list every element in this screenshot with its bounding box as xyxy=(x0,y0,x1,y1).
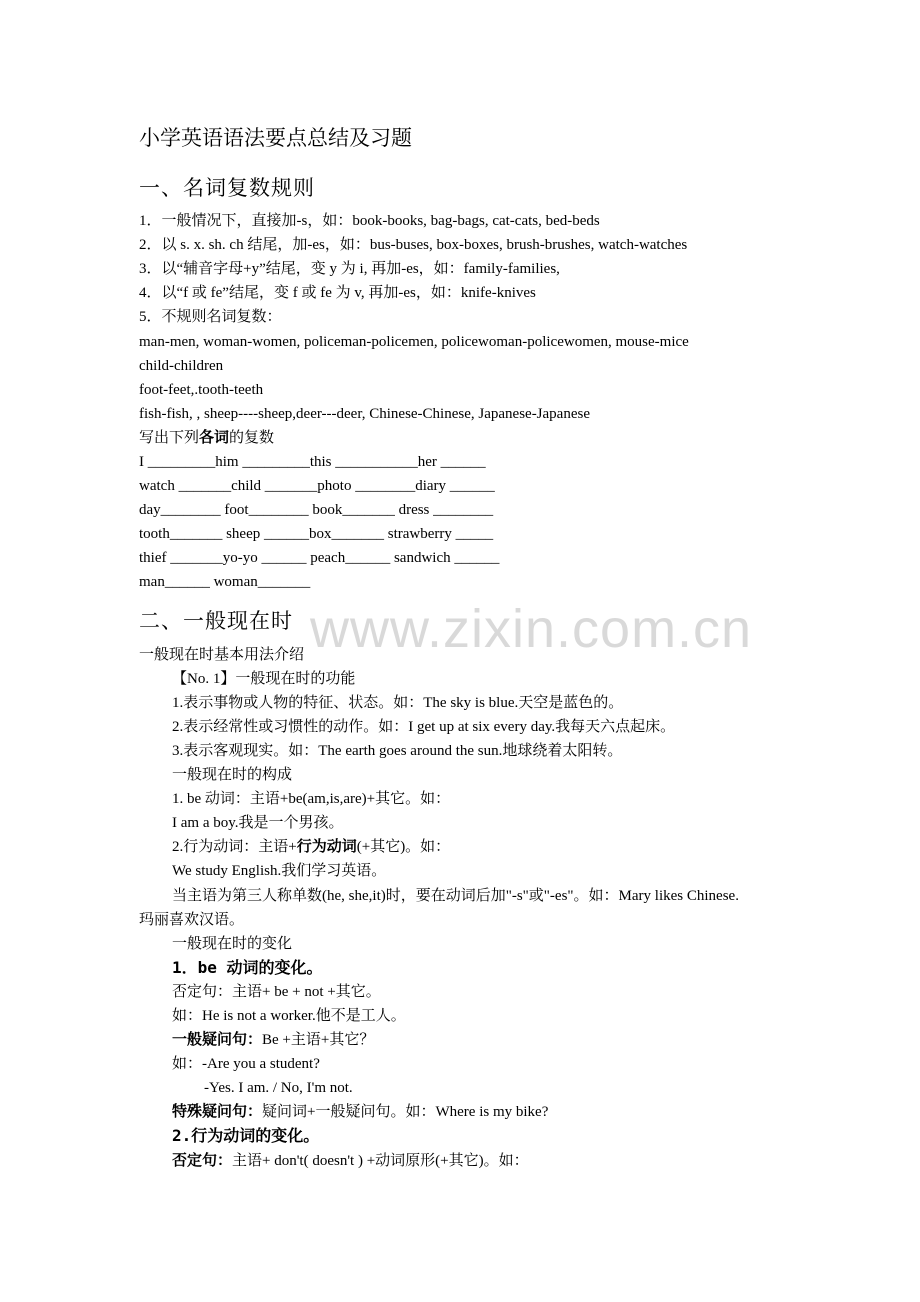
be-change-heading: 1．be 动词的变化。 xyxy=(172,958,323,977)
third-person-rule-continued: 玛丽喜欢汉语。 xyxy=(139,912,245,928)
general-question xyxy=(172,1030,374,1050)
be-negative: 否定句：主语+ be + not +其它。 xyxy=(172,984,381,1000)
exercise-instruction-bold: 各词 xyxy=(199,430,230,446)
exercise-line: tooth_______ sheep ______box_______ strawberry _____ xyxy=(139,526,494,542)
change-title: 一般现在时的变化 xyxy=(172,936,293,952)
verb-change-heading: 2.行为动词的变化。 xyxy=(172,1126,320,1145)
function-line: 1.表示事物或人物的特征、状态。如：The sky is blue.天空是蓝色的。 xyxy=(172,695,624,711)
special-question-label: 特殊疑问句： xyxy=(172,1104,263,1120)
rule-line: 4．以“f 或 fe”结尾，变 f 或 fe 为 v, 再加-es，如：knife-knives xyxy=(139,285,536,301)
verb-example: We study English.我们学习英语。 xyxy=(172,863,387,879)
exercise-line: day________ foot________ book_______ dress ________ xyxy=(139,502,494,518)
section-heading-simple-present: 二、一般现在时 xyxy=(139,609,293,633)
third-person-rule: 当主语为第三人称单数(he, she,it)时，要在动词后加"-s"或"-es"。如：Mary likes Chinese. xyxy=(172,888,739,904)
irregular-line: man-men, woman-women, policeman-policemen, policewoman-policewomen, mouse-mice xyxy=(139,334,689,350)
function-line: 2.表示经常性或习惯性的动作。如：I get up at six every day.我每天六点起床。 xyxy=(172,719,676,735)
be-rule: 1. be 动词：主语+be(am,is,are)+其它。如： xyxy=(172,791,451,807)
section-heading-plural-nouns: 一、名词复数规则 xyxy=(139,176,315,200)
verb-negative-rule: 主语+ don't( doesn't ) +动词原形(+其它)。如： xyxy=(232,1153,529,1169)
watermark: www.zixin.com.cn xyxy=(310,599,753,659)
exercise-instruction-suffix: 的复数 xyxy=(229,430,275,446)
document-title: 小学英语语法要点总结及习题 xyxy=(139,126,412,150)
irregular-line: child-children xyxy=(139,358,224,374)
irregular-line: fish-fish, , sheep----sheep,deer---deer, Chinese-Chinese, Japanese-Japanese xyxy=(139,406,590,422)
section-intro: 一般现在时基本用法介绍 xyxy=(139,647,305,663)
question-example: 如：-Are you a student? xyxy=(172,1056,320,1072)
exercise-instruction xyxy=(139,428,274,448)
verb-rule xyxy=(172,837,450,857)
verb-negative xyxy=(172,1151,529,1171)
general-question-label: 一般疑问句： xyxy=(172,1032,263,1048)
rule-line: 3．以“辅音字母+y”结尾，变 y 为 i, 再加-es，如：family-families, xyxy=(139,261,560,277)
rule-line: 5．不规则名词复数： xyxy=(139,309,282,325)
exercise-line: I _________him _________this ___________her ______ xyxy=(139,454,486,470)
function-line: 3.表示客观现实。如：The earth goes around the sun.地球绕着太阳转。 xyxy=(172,743,623,759)
verb-rule-bold: 行为动词 xyxy=(296,839,357,855)
no1-heading: 【No. 1】一般现在时的功能 xyxy=(172,671,356,687)
special-question-rule: 疑问词+一般疑问句。如：Where is my bike? xyxy=(262,1104,549,1120)
be-negative-example: 如：He is not a worker.他不是工人。 xyxy=(172,1008,406,1024)
question-answer-example: -Yes. I am. / No, I'm not. xyxy=(204,1080,353,1096)
rule-line: 2．以 s. x. sh. ch 结尾，加-es，如：bus-buses, box-boxes, brush-brushes, watch-watches xyxy=(139,237,688,253)
verb-rule-prefix: 2.行为动词：主语+ xyxy=(172,839,297,855)
composition-title: 一般现在时的构成 xyxy=(172,767,293,783)
general-question-rule: Be +主语+其它？ xyxy=(262,1032,375,1048)
exercise-line: thief _______yo-yo ______ peach______ sandwich ______ xyxy=(139,550,500,566)
exercise-instruction-prefix: 写出下列 xyxy=(139,430,200,446)
special-question xyxy=(172,1102,548,1122)
verb-negative-label: 否定句： xyxy=(172,1153,233,1169)
exercise-line: man______ woman_______ xyxy=(139,574,311,590)
be-example: I am a boy.我是一个男孩。 xyxy=(172,815,344,831)
exercise-line: watch _______child _______photo ________diary ______ xyxy=(139,478,495,494)
irregular-line: foot-feet,.tooth-teeth xyxy=(139,382,264,398)
verb-rule-suffix: (+其它)。如： xyxy=(356,839,451,855)
rule-line: 1．一般情况下，直接加-s，如：book-books, bag-bags, cat-cats, bed-beds xyxy=(139,213,600,229)
